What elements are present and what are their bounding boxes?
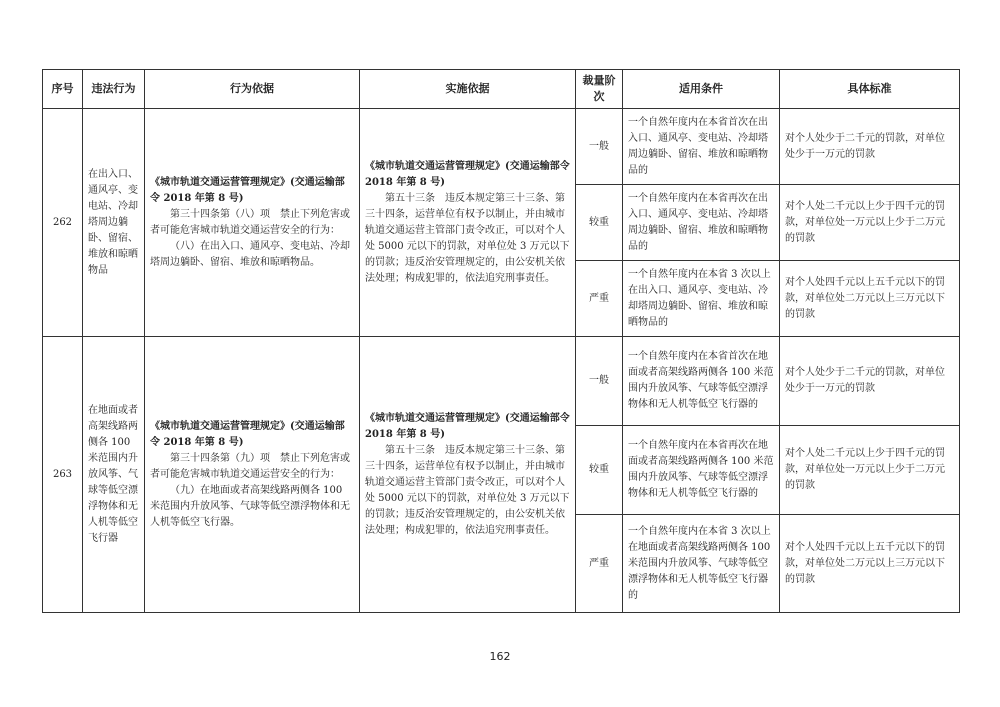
row-index: 262 [43, 109, 83, 337]
standard-cell: 对个人处少于二千元的罚款，对单位处少于一万元的罚款 [780, 337, 960, 426]
header-standard: 具体标准 [780, 70, 960, 109]
basis-item: （八）在出入口、通风亭、变电站、冷却塔周边躺卧、留宿、堆放和晾晒物品。 [150, 240, 350, 268]
row-impl [360, 337, 576, 613]
row-violation: 在地面或者高架线路两侧各 100 米范围内升放风筝、气球等低空漂浮物体和无人机等低空飞行器 [83, 337, 145, 613]
header-basis: 行为依据 [145, 70, 360, 109]
basis-article: 第三十四条第（九）项 禁止下列危害或者可能危害城市轨道交通运营安全的行为： [150, 452, 350, 480]
standard-cell: 对个人处二千元以上少于四千元的罚款，对单位处一万元以上少于二万元的罚款 [780, 426, 960, 515]
level-cell: 较重 [576, 185, 623, 261]
basis-title: 《城市轨道交通运营管理规定》(交通运输部令 2018 年第 8 号) [150, 176, 345, 204]
condition-cell: 一个自然年度内在本省再次在地面或者高架线路两侧各 100 米范围内升放风筝、气球等低空漂浮物体和无人机等低空飞行器的 [623, 426, 780, 515]
standard-cell: 对个人处少于二千元的罚款，对单位处少于一万元的罚款 [780, 109, 960, 185]
basis-article: 第三十四条第（八）项 禁止下列危害或者可能危害城市轨道交通运营安全的行为： [150, 208, 350, 236]
condition-cell: 一个自然年度内在本省首次在地面或者高架线路两侧各 100 米范围内升放风筝、气球等低空漂浮物体和无人机等低空飞行器的 [623, 337, 780, 426]
header-violation: 违法行为 [83, 70, 145, 109]
impl-article: 第五十三条 违反本规定第三十三条、第三十四条，运营单位有权予以制止，并由城市轨道交通运营主管部门责令改正，可以对个人处 5000 元以下的罚款，对单位处 3 万元以下的罚款；违反治安管理规定的，由公安机关依法处理；构成犯罪的，依法追究刑事责任。 [365, 444, 570, 536]
header-row [43, 70, 960, 109]
row-impl [360, 109, 576, 337]
table-row [43, 109, 960, 185]
page-number: 162 [489, 650, 511, 663]
header-condition: 适用条件 [623, 70, 780, 109]
row-index: 263 [43, 337, 83, 613]
level-cell: 较重 [576, 426, 623, 515]
table-row [43, 337, 960, 426]
row-basis [145, 337, 360, 613]
condition-cell: 一个自然年度内在本省 3 次以上在出入口、通风亭、变电站、冷却塔周边躺卧、留宿、堆放和晾晒物品的 [623, 261, 780, 337]
standard-cell: 对个人处二千元以上少于四千元的罚款，对单位处一万元以上少于二万元的罚款 [780, 185, 960, 261]
level-cell: 一般 [576, 337, 623, 426]
basis-title: 《城市轨道交通运营管理规定》(交通运输部令 2018 年第 8 号) [150, 420, 345, 448]
condition-cell: 一个自然年度内在本省再次在出入口、通风亭、变电站、冷却塔周边躺卧、留宿、堆放和晾晒物品的 [623, 185, 780, 261]
basis-item: （九）在地面或者高架线路两侧各 100 米范围内升放风筝、气球等低空漂浮物体和无人机等低空飞行器。 [150, 484, 350, 528]
impl-article: 第五十三条 违反本规定第三十三条、第三十四条，运营单位有权予以制止，并由城市轨道交通运营主管部门责令改正，可以对个人处 5000 元以下的罚款，对单位处 3 万元以下的罚款；违反治安管理规定的，由公安机关依法处理；构成犯罪的，依法追究刑事责任。 [365, 192, 570, 284]
level-cell: 一般 [576, 109, 623, 185]
standard-cell: 对个人处四千元以上五千元以下的罚款，对单位处二万元以上三万元以下的罚款 [780, 515, 960, 613]
condition-cell: 一个自然年度内在本省首次在出入口、通风亭、变电站、冷却塔周边躺卧、留宿、堆放和晾晒物品的 [623, 109, 780, 185]
impl-title: 《城市轨道交通运营管理规定》(交通运输部令 2018 年第 8 号) [365, 160, 570, 188]
condition-cell: 一个自然年度内在本省 3 次以上在地面或者高架线路两侧各 100 米范围内升放风筝、气球等低空漂浮物体和无人机等低空飞行器的 [623, 515, 780, 613]
header-impl: 实施依据 [360, 70, 576, 109]
penalty-standards-table [42, 69, 960, 613]
impl-title: 《城市轨道交通运营管理规定》(交通运输部令 2018 年第 8 号) [365, 412, 570, 440]
standard-cell: 对个人处四千元以上五千元以下的罚款，对单位处二万元以上三万元以下的罚款 [780, 261, 960, 337]
header-index: 序号 [43, 70, 83, 109]
level-cell: 严重 [576, 515, 623, 613]
level-cell: 严重 [576, 261, 623, 337]
header-level: 裁量阶次 [576, 70, 623, 109]
row-basis [145, 109, 360, 337]
row-violation: 在出入口、通风亭、变电站、冷却塔周边躺卧、留宿、堆放和晾晒物品 [83, 109, 145, 337]
